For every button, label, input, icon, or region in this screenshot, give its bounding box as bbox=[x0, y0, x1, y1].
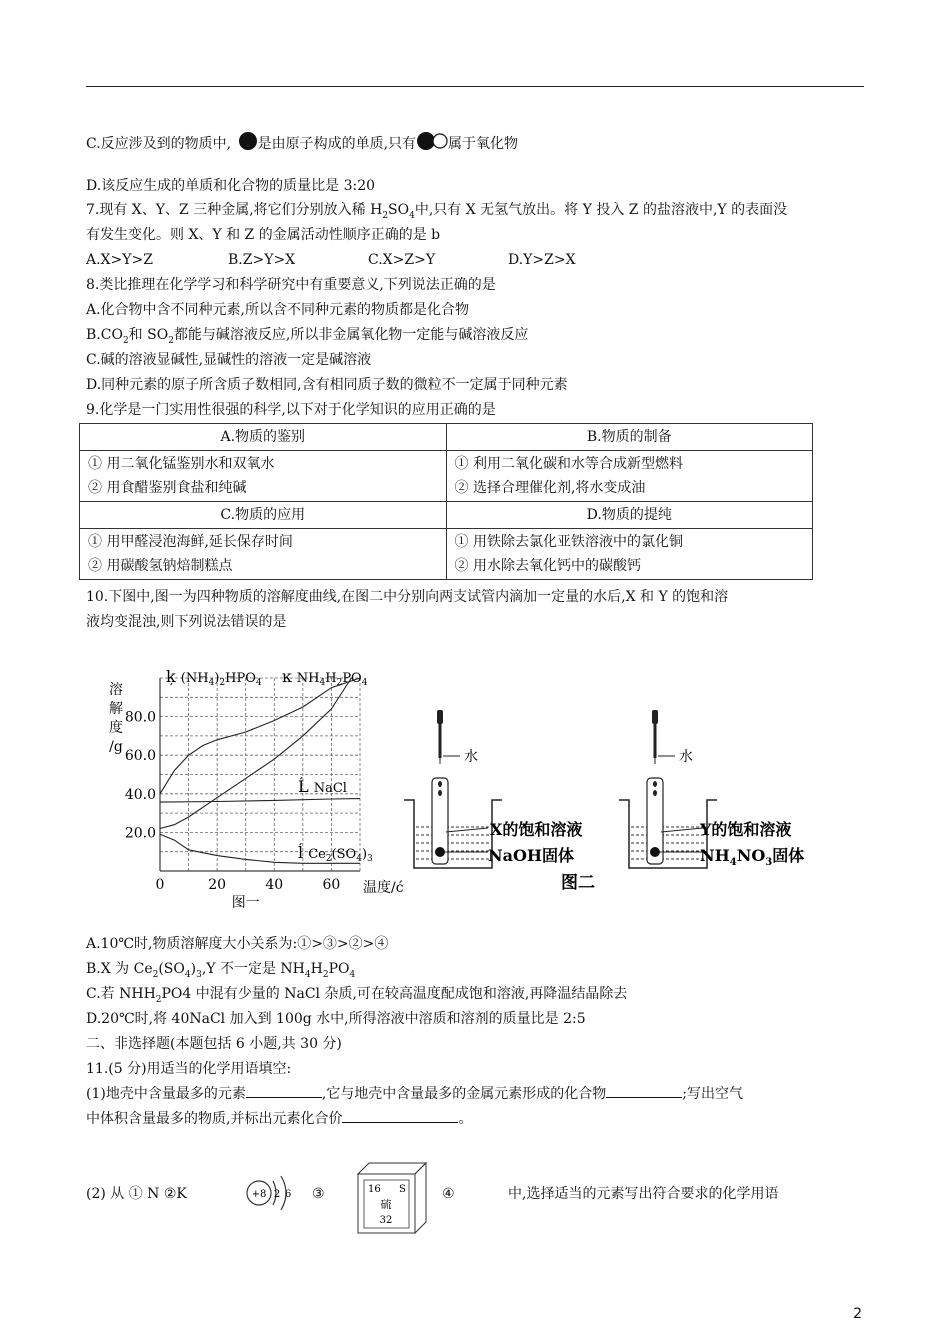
svg-text:硫: 硫 bbox=[380, 1198, 392, 1211]
q7-option-c: C.X>Z>Y bbox=[368, 252, 436, 268]
svg-text:+8: +8 bbox=[251, 1189, 267, 1200]
dropper-bulb-right bbox=[652, 710, 658, 724]
q7-options bbox=[86, 248, 576, 272]
q8-option-c: C.碱的溶液显碱性,显碱性的溶液一定是碱溶液 bbox=[86, 352, 372, 368]
x-tick-label: 0 bbox=[155, 877, 165, 893]
svg-text:2: 2 bbox=[273, 1189, 281, 1200]
q10-option-c: C.若 $NHH_2PO4$ 中混有少量的 NaCl 杂质,可在较高温度配成饱和溶液,再降温结晶除去 bbox=[86, 986, 628, 1005]
x-solution-label: X的饱和溶液 bbox=[490, 820, 583, 839]
q7-option-a: A.X>Y>Z bbox=[86, 252, 153, 268]
section-two-heading: 二、非选择题(本题包括 6 小题,共 30 分) bbox=[86, 1036, 342, 1052]
header-rule bbox=[86, 86, 864, 87]
solid-left bbox=[435, 847, 445, 857]
q10-option-d: D.20℃时,将 40NaCl 加入到 100g 水中,所得溶液中溶质和溶剂的质量比是 2:5 bbox=[86, 1011, 586, 1027]
q10-option-a: A.10℃时,物质溶解度大小关系为:①>③>②>④ bbox=[86, 936, 389, 952]
y-tick-label: 80.0 bbox=[124, 709, 156, 726]
series-label-0: ķ $(NH_4)_2HPO_4$ bbox=[166, 667, 262, 688]
q7-option-b: B.Z>Y>X bbox=[228, 252, 296, 268]
y-tick-label: 60.0 bbox=[124, 748, 156, 765]
y-label-char: /g bbox=[109, 739, 123, 755]
chart-y-ticks bbox=[125, 710, 156, 842]
water-label-right: 水 bbox=[679, 749, 693, 765]
molecule-icon bbox=[416, 132, 448, 152]
chart-grid bbox=[160, 678, 360, 871]
oxygen-atom-structure-icon bbox=[243, 1168, 311, 1218]
chart-x-ticks bbox=[156, 877, 341, 893]
chart-ylabel bbox=[109, 681, 123, 755]
figure-two bbox=[400, 700, 830, 893]
x-tick-label: 40 bbox=[265, 877, 284, 893]
series-label-1: ĸ $NH_4H_2PO_4$ bbox=[282, 667, 368, 688]
series-label-3: ĺ $Ce_2(SO_4)_3$ bbox=[298, 843, 373, 864]
q11-stem: 11.(5 分)用适当的化学用语填空: bbox=[86, 1061, 292, 1077]
solubility-chart bbox=[96, 660, 404, 911]
y-label-char: 溶 bbox=[109, 682, 123, 698]
right-apparatus bbox=[619, 710, 804, 868]
q10-stem-line2: 液均变混浊,则下列说法错误的是 bbox=[86, 614, 287, 630]
periodic-cell-sulfur-icon bbox=[355, 1160, 429, 1234]
q9-b-head: B.物质的制备 bbox=[446, 424, 813, 451]
q10-stem-line1: 10.下图中,图一为四种物质的溶解度曲线,在图二中分别向两支试管内滴加一定量的水后,X 和 Y 的饱和溶 bbox=[86, 589, 729, 605]
q7-stem: 7.现有 X、Y、Z 三种金属,将它们分别放入稀 $H_2SO_4$中,只有 X 无氢气放出。将 Y 投入 Z 的盐溶液中,Y 的表面没 bbox=[86, 202, 788, 221]
q9-table bbox=[79, 423, 813, 580]
q9-d-head: D.物质的提纯 bbox=[446, 502, 813, 529]
series-label-2: Ĺ NaCl bbox=[298, 777, 347, 796]
x-tick-label: 20 bbox=[208, 877, 227, 893]
q10-option-b: B.X 为 $Ce_2(SO_4)_3,Y$ 不一定是 $NH_4H_2PO_4$ bbox=[86, 961, 356, 980]
left-apparatus bbox=[404, 710, 582, 868]
q8-option-b: $B.CO_2$和 $SO_2$都能与碱溶液反应,所以非金属氧化物一定能与碱溶液反应 bbox=[86, 327, 529, 346]
y-solution-label: Y的饱和溶液 bbox=[700, 820, 792, 839]
naoh-label: NaOH固体 bbox=[488, 846, 575, 865]
chart-series-labels bbox=[166, 667, 373, 864]
q11-part2-text: (2) 从 ① N ②K bbox=[86, 1186, 187, 1202]
q11-part1: (1)地壳中含量最多的元素 ,它与地壳中含量最多的金属元素形成的化合物 ;写出空气 bbox=[86, 1082, 743, 1106]
svg-text:S: S bbox=[399, 1184, 406, 1195]
answer-blank-2 bbox=[606, 1083, 682, 1098]
q9-a-head: A.物质的鉴别 bbox=[80, 424, 447, 451]
q8-stem: 8.类比推理在化学学习和科学研究中有重要意义,下列说法正确的是 bbox=[86, 277, 496, 293]
nh4no3-label: $NH_4NO_3$固体 bbox=[700, 846, 805, 868]
svg-text:6: 6 bbox=[284, 1189, 292, 1200]
svg-text:32: 32 bbox=[379, 1215, 393, 1226]
answer-blank-1 bbox=[246, 1083, 322, 1098]
chart-caption: 图一 bbox=[231, 895, 260, 911]
chart-series bbox=[160, 678, 360, 863]
q9-a-body: ① 用二氧化锰鉴别水和双氧水 ② 用食醋鉴别食盐和纯碱 bbox=[80, 451, 447, 502]
svg-text:16: 16 bbox=[368, 1184, 381, 1195]
figure-two-caption: 图二 bbox=[561, 873, 595, 893]
y-label-char: 度 bbox=[109, 720, 123, 736]
water-label-left: 水 bbox=[464, 749, 478, 765]
y-tick-label: 40.0 bbox=[124, 786, 156, 803]
q6-option-c: C.反应涉及到的物质中, 是由原子构成的单质,只有 属于氧化物 bbox=[86, 132, 518, 156]
chart-xlabel: 温度/ć bbox=[363, 880, 404, 896]
q7-stem-line2: 有发生变化。则 X、Y 和 Z 的金属活动性顺序正确的是 b bbox=[86, 227, 441, 243]
q11-part1-line2: 中体积含量最多的物质,并标出元素化合价 。 bbox=[86, 1107, 472, 1131]
solid-right bbox=[650, 847, 660, 857]
q11-part2-item4: ④ bbox=[442, 1186, 455, 1202]
q7-option-d: D.Y>Z>X bbox=[508, 252, 576, 268]
y-tick-label: 20.0 bbox=[124, 825, 156, 842]
page-number: 2 bbox=[853, 1306, 862, 1322]
q9-c-head: C.物质的应用 bbox=[80, 502, 447, 529]
q8-option-a: A.化合物中含不同种元素,所以含不同种元素的物质都是化合物 bbox=[86, 302, 470, 318]
q9-stem: 9.化学是一门实用性很强的科学,以下对于化学知识的应用正确的是 bbox=[86, 402, 496, 418]
q9-c-body: ① 用甲醛浸泡海鲜,延长保存时间 ② 用碳酸氢钠焙制糕点 bbox=[80, 529, 447, 580]
q11-part2-instruction: 中,选择适当的元素写出符合要求的化学用语 bbox=[508, 1186, 779, 1202]
q9-d-body: ① 用铁除去氯化亚铁溶液中的氯化铜 ② 用水除去氧化钙中的碳酸钙 bbox=[446, 529, 813, 580]
q8-option-d: D.同种元素的原子所含质子数相同,含有相同质子数的微粒不一定属于同种元素 bbox=[86, 377, 568, 393]
q11-part2-item3: ③ bbox=[312, 1186, 325, 1202]
q6-option-d: D.该反应生成的单质和化合物的质量比是 3:20 bbox=[86, 178, 376, 194]
answer-blank-3 bbox=[342, 1108, 458, 1123]
y-label-char: 解 bbox=[109, 701, 123, 717]
atom-ball-icon bbox=[236, 132, 258, 152]
x-tick-label: 60 bbox=[322, 877, 341, 893]
dropper-bulb-left bbox=[437, 710, 443, 724]
q9-b-body: ① 利用二氧化碳和水等合成新型燃料 ② 选择合理催化剂,将水变成油 bbox=[446, 451, 813, 502]
series-line-2 bbox=[160, 799, 360, 803]
